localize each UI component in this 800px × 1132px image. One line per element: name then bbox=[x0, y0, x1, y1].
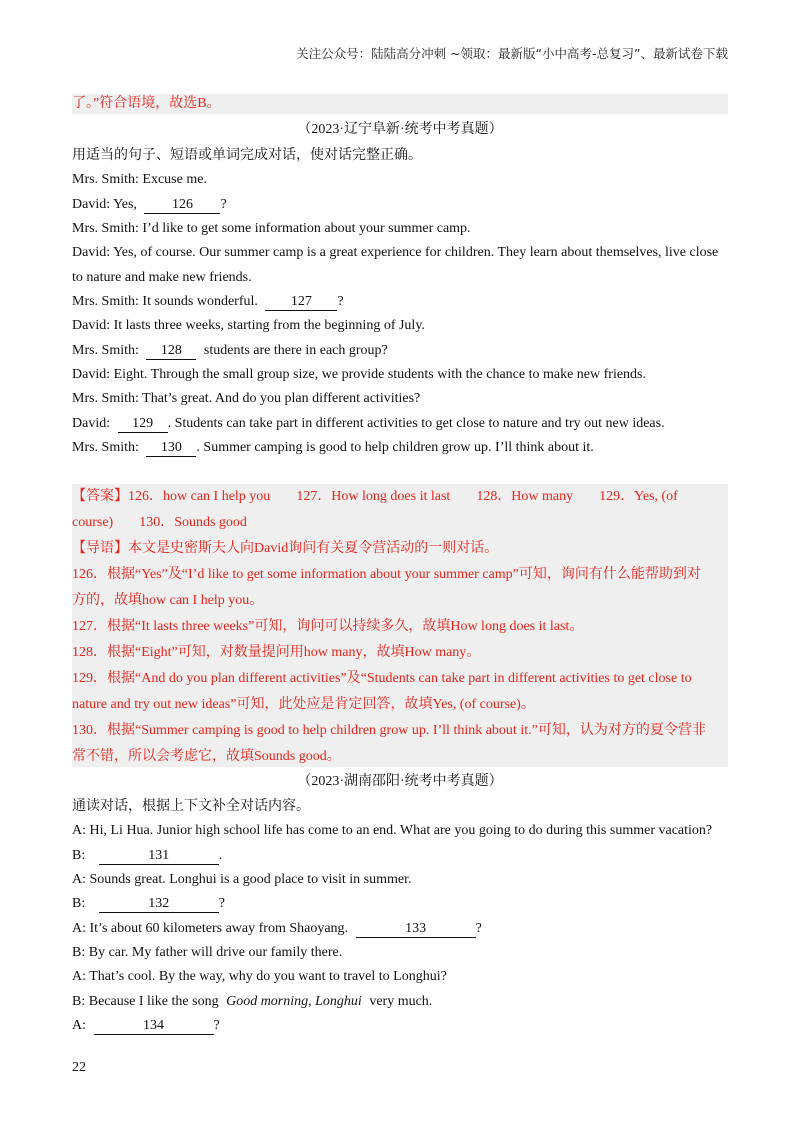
q1-dialogue-line: David: Yes, of course. Our summer camp is a great experience for children. They learn about themselves, live close bbox=[72, 245, 719, 260]
q1-dialogue-line: Mrs. Smith: It sounds wonderful. 127 ? bbox=[72, 294, 344, 309]
q2-dialogue-line: B: By car. My father will drive our family there. bbox=[72, 945, 343, 960]
explanation-127: 127．根据“It lasts three weeks”可知，询问可以持续多久，故填How long does it last。 bbox=[72, 616, 728, 643]
q2-dialogue-line: B: 132 ? bbox=[72, 896, 225, 911]
q1-dialogue-line: David: Eight. Through the small group size, we provide students with the chance to make new friends. bbox=[72, 367, 646, 382]
q1-dialogue-line: David: Yes, 126 ? bbox=[72, 197, 227, 212]
explanation-129: 129．根据“And do you plan different activities”及“Students can take part in different activities to get close to bbox=[72, 668, 728, 695]
answer-line: 【答案】126．how can I help you 127．How long does it last 128．How many 129．Yes, (of bbox=[72, 484, 728, 515]
blank-134[interactable]: 134 bbox=[94, 1018, 214, 1035]
q1-dialogue-line: Mrs. Smith: 130 . Summer camping is good to help children grow up. I’ll think about it. bbox=[72, 440, 594, 455]
blank-130[interactable]: 130 bbox=[146, 440, 196, 457]
explanation-128: 128．根据“Eight”可知，对数量提问用how many，故填How many。 bbox=[72, 642, 728, 669]
q1-dialogue-line: to nature and make new friends. bbox=[72, 270, 252, 285]
page-number: 22 bbox=[72, 1060, 86, 1075]
q2-dialogue-line: A: 134 ? bbox=[72, 1018, 220, 1033]
song-title: Good morning, Longhui bbox=[226, 994, 362, 1009]
q2-dialogue-line: A: Sounds great. Longhui is a good place to visit in summer. bbox=[72, 872, 412, 887]
guide-text: 【导语】本文是史密斯夫人向David询问有关夏令营活动的一则对话。 bbox=[72, 538, 728, 565]
previous-answer-tail: 了。”符合语境，故选B。 bbox=[72, 94, 728, 114]
q1-dialogue-line: David: It lasts three weeks, starting from the beginning of July. bbox=[72, 318, 425, 333]
q2-dialogue-line: B: Because I like the song Good morning, Longhui very much. bbox=[72, 994, 433, 1009]
explanation-126: 126．根据“Yes”及“I’d like to get some information about your summer camp”可知，询问有什么能帮助到对 bbox=[72, 564, 728, 591]
blank-131[interactable]: 131 bbox=[99, 848, 219, 865]
explanation-126-cont: 方的，故填how can I help you。 bbox=[72, 590, 728, 617]
explanation-130: 130．根据“Summer camping is good to help children grow up. I’ll think about it.”可知，认为对方的夏令营非 bbox=[72, 720, 728, 747]
q2-dialogue-line: A: It’s about 60 kilometers away from Shaoyang. 133 ? bbox=[72, 921, 482, 936]
q2-dialogue-line: A: That’s cool. By the way, why do you want to travel to Longhui? bbox=[72, 969, 447, 984]
q1-dialogue-line: Mrs. Smith: That’s great. And do you plan different activities? bbox=[72, 391, 421, 406]
q1-dialogue-line: Mrs. Smith: I’d like to get some information about your summer camp. bbox=[72, 221, 471, 236]
q1-source: （2023·辽宁阜新·统考中考真题） bbox=[297, 122, 503, 137]
answer-line-cont: course) 130．Sounds good bbox=[72, 512, 728, 539]
q1-dialogue-line: Mrs. Smith: 128 students are there in each group? bbox=[72, 343, 388, 358]
q2-dialogue-line: A: Hi, Li Hua. Junior high school life has come to an end. What are you going to do during this summer vacation? bbox=[72, 823, 713, 838]
explanation-130-cont: 常不错，所以会考虑它，故填Sounds good。 bbox=[72, 746, 728, 767]
blank-127[interactable]: 127 bbox=[265, 294, 337, 311]
blank-126[interactable]: 126 bbox=[144, 197, 220, 214]
q2-source: （2023·湖南邵阳·统考中考真题） bbox=[297, 774, 503, 789]
q1-dialogue-line: Mrs. Smith: Excuse me. bbox=[72, 172, 207, 187]
explanation-129-cont: nature and try out new ideas”可知，此处应是肯定回答，故填Yes, (of course)。 bbox=[72, 694, 728, 721]
q2-dialogue-line: B: 131 . bbox=[72, 848, 223, 863]
q2-instruction: 通读对话，根据上下文补全对话内容。 bbox=[72, 799, 310, 814]
page-header: 关注公众号：陆陆高分冲刺 ~领取：最新版“小中高考-总复习”、最新试卷下载 bbox=[296, 46, 728, 61]
blank-128[interactable]: 128 bbox=[146, 343, 196, 360]
blank-133[interactable]: 133 bbox=[356, 921, 476, 938]
blank-129[interactable]: 129 bbox=[118, 416, 168, 433]
blank-132[interactable]: 132 bbox=[99, 896, 219, 913]
q1-dialogue-line: David: 129 . Students can take part in different activities to get close to nature and try out new ideas. bbox=[72, 416, 665, 431]
q1-instruction: 用适当的句子、短语或单词完成对话，使对话完整正确。 bbox=[72, 148, 422, 163]
